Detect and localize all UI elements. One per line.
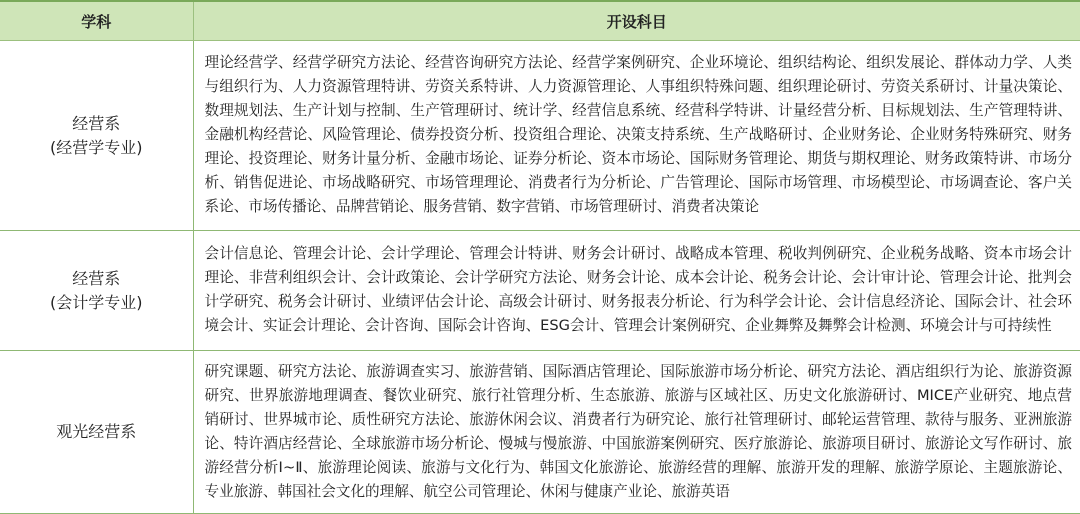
header-courses: 开设科目 <box>193 1 1080 41</box>
header-row <box>0 1 1080 41</box>
table-header <box>0 1 1080 41</box>
table-body <box>0 41 1080 514</box>
table-row <box>0 231 1080 351</box>
department-name: 经营系 <box>72 268 121 288</box>
table-row <box>0 351 1080 514</box>
department-major: (会计学专业) <box>50 292 143 312</box>
courses-cell: 研究课题、研究方法论、旅游调查实习、旅游营销、国际酒店管理论、国际旅游市场分析论、研究方法论、酒店组织行为论、旅游资源研究、世界旅游地理调查、餐饮业研究、旅行社管理分析、生态旅游、旅游与区域社区、历史文化旅游研讨、MICE产业研究、地点营销研讨、世界城市论、质性研究方法论、旅游休闲会议、消费者行为研究论、旅行社管理研讨、邮轮运营管理、款待与服务、亚洲旅游论、特许酒店经营论、全球旅游市场分析论、慢城与慢旅游、中国旅游案例研究、医疗旅游论、旅游项目研讨、旅游论文写作研讨、旅游经营分析Ⅰ~Ⅱ、旅游理论阅读、旅游与文化行为、韩国文化旅游论、旅游经营的理解、旅游开发的理解、旅游学原论、主题旅游论、专业旅游、韩国社会文化的理解、航空公司管理论、休闲与健康产业论、旅游英语 <box>193 351 1080 514</box>
header-department: 学科 <box>0 1 193 41</box>
department-name: 观光经营系 <box>56 422 137 441</box>
department-name: 经营系 <box>72 113 121 133</box>
department-major: (经营学专业) <box>50 137 143 157</box>
table-row <box>0 41 1080 231</box>
department-cell <box>0 41 193 231</box>
department-cell <box>0 351 193 514</box>
courses-cell: 理论经营学、经营学研究方法论、经营咨询研究方法论、经营学案例研究、企业环境论、组织结构论、组织发展论、群体动力学、人类与组织行为、人力资源管理特讲、劳资关系特讲、人力资源管理论、人事组织特殊问题、组织理论研讨、劳资关系研讨、计量决策论、数理规划法、生产计划与控制、生产管理研讨、统计学、经营信息系统、经营科学特讲、计量经营分析、目标规划法、生产管理特讲、金融机构经营论、风险管理论、债券投资分析、投资组合理论、决策支持系统、生产战略研讨、企业财务论、企业财务特殊研究、财务理论、投资理论、财务计量分析、金融市场论、证券分析论、资本市场论、国际财务管理论、期货与期权理论、财务政策特讲、市场分析、销售促进论、市场战略研究、市场管理理论、消费者行为分析论、广告管理论、国际市场管理、市场模型论、市场调查论、客户关系论、市场传播论、品牌营销论、服务营销、数字营销、市场管理研讨、消费者决策论 <box>193 41 1080 231</box>
courses-cell: 会计信息论、管理会计论、会计学理论、管理会计特讲、财务会计研讨、战略成本管理、税收判例研究、企业税务战略、资本市场会计理论、非营利组织会计、会计政策论、会计学研究方法论、财务会计论、成本会计论、税务会计论、会计审计论、管理会计论、批判会计学研究、税务会计研讨、业绩评估会计论、高级会计研讨、财务报表分析论、行为科学会计论、会计信息经济论、国际会计、社会环境会计、实证会计理论、会计咨询、国际会计咨询、ESG会计、管理会计案例研究、企业舞弊及舞弊会计检测、环境会计与可持续性 <box>193 231 1080 351</box>
department-cell <box>0 231 193 351</box>
